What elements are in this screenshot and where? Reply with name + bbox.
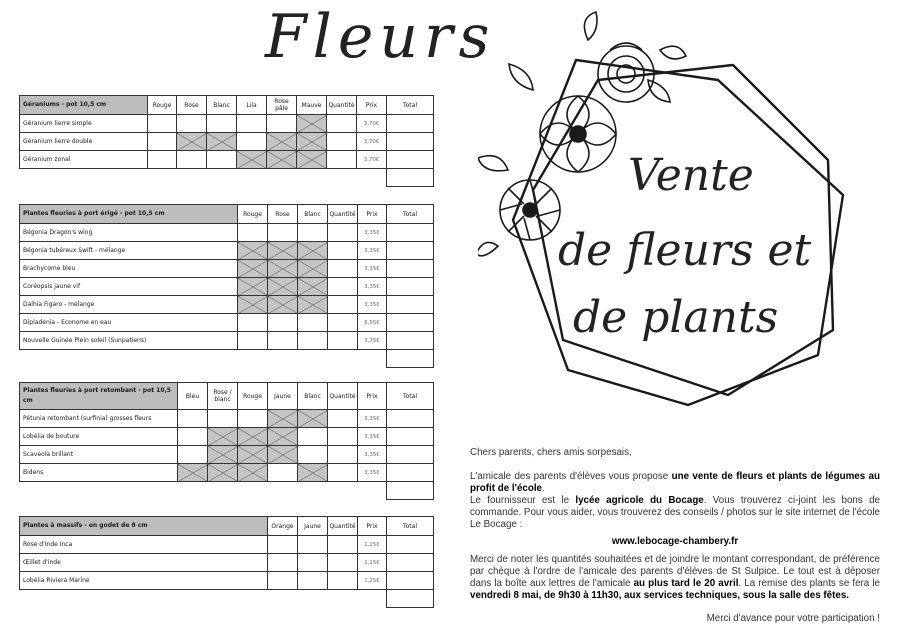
letter-thanks: Merci d'avance pour votre participation ! [706, 613, 880, 624]
column-header: Rose [268, 205, 298, 224]
unavailable-cell [268, 410, 298, 428]
quantity-cell[interactable] [238, 314, 268, 332]
total-cell[interactable] [387, 151, 434, 169]
script-title-line-2: de fleurs et [558, 225, 812, 276]
quantity-cell[interactable] [298, 446, 328, 464]
column-header: Rose [177, 96, 207, 115]
table-title: Plantes fleuries à port retombant - pot 10,5 cm [20, 383, 178, 410]
page-title: Fleurs [265, 2, 496, 72]
plant-name: Dipladenia - Econome en eau [20, 314, 238, 332]
quantity-cell[interactable] [178, 410, 208, 428]
plant-name: Dalhia Figaro - mélange [20, 296, 238, 314]
quantity-cell[interactable] [178, 446, 208, 464]
quantity-cell[interactable] [237, 133, 267, 151]
unavailable-cell [268, 428, 298, 446]
price-cell: 1,25€ [358, 554, 387, 572]
leaf-icon [584, 12, 597, 40]
column-header: Rose pâle [267, 96, 297, 115]
table-row [20, 572, 434, 590]
quantity-cell[interactable] [178, 428, 208, 446]
total-cell[interactable] [387, 428, 434, 446]
unavailable-cell [297, 133, 327, 151]
unavailable-cell [238, 296, 268, 314]
plant-name: Brachycome bleu [20, 260, 238, 278]
table-row [20, 278, 434, 296]
quantity-total-cell[interactable] [328, 314, 358, 332]
table-row [20, 446, 434, 464]
letter-paragraph-3: Merci de noter les quantités souhaitées et de joindre le montant correspondant, de préférence par chèque à l'ordre de l'amicale des parents d'élèves de St Sulpice. Le tout est à déposer dans la boîte aux lettres de l'amicale au plus tard le 20 avril. La remise des plants se fera le vendredi 8 mai, de 9h30 à 11h30, aux services techniques, sous la salle des fêtes. [470, 554, 880, 601]
plant-name: Bidens [20, 464, 178, 482]
table-row [20, 115, 434, 133]
column-header: Prix [358, 205, 387, 224]
column-header: Blanc [298, 383, 328, 410]
unavailable-cell [267, 133, 297, 151]
column-header: Orange [268, 517, 298, 536]
unavailable-cell [298, 464, 328, 482]
unavailable-cell [267, 151, 297, 169]
table-row [20, 332, 434, 350]
quantity-cell[interactable] [237, 115, 267, 133]
table-row [20, 260, 434, 278]
quantity-cell[interactable] [207, 115, 237, 133]
price-cell: 3,35€ [358, 296, 387, 314]
unavailable-cell [207, 133, 237, 151]
flower-cluster [478, 12, 686, 256]
price-cell: 1,25€ [358, 572, 387, 590]
column-header: Rouge [238, 205, 268, 224]
total-cell[interactable] [387, 133, 434, 151]
total-cell[interactable] [387, 446, 434, 464]
column-header: Prix [358, 517, 387, 536]
plant-name: Lobélia Riviera Marine [20, 572, 268, 590]
price-cell: 3,70€ [357, 133, 387, 151]
total-cell[interactable] [387, 572, 434, 590]
grand-total-cell[interactable] [387, 590, 434, 608]
quantity-cell[interactable] [238, 224, 268, 242]
unavailable-cell [298, 296, 328, 314]
plant-name: Géranium lierre double [20, 133, 148, 151]
quantity-total-cell[interactable] [328, 410, 358, 428]
price-cell: 3,35€ [358, 224, 387, 242]
upright-plants-order-table [19, 204, 434, 368]
quantity-cell[interactable] [267, 115, 297, 133]
unavailable-cell [208, 464, 238, 482]
letter-paragraph-1: L'amicale des parents d'élèves vous propose une vente de fleurs et plants de légumes au profit de l'école. [470, 471, 880, 494]
column-header: Rouge [238, 383, 268, 410]
column-header: Total [387, 517, 434, 536]
total-cell[interactable] [387, 410, 434, 428]
column-header: Prix [358, 383, 387, 410]
table-row [20, 428, 434, 446]
quantity-total-cell[interactable] [328, 224, 358, 242]
unavailable-cell [238, 446, 268, 464]
column-header: Blanc [207, 96, 237, 115]
table-row [20, 536, 434, 554]
quantity-cell[interactable] [207, 151, 237, 169]
quantity-cell[interactable] [298, 332, 328, 350]
plant-name: Géranium zonal [20, 151, 148, 169]
letter-paragraph-2: Le fournisseur est le lycée agricole du Bocage. Vous trouverez ci-joint les bons de commande. Pour vous aider, vous trouverez des conseils / photos sur le site internet de l'école Le Bocage : [470, 495, 880, 530]
quantity-cell[interactable] [298, 554, 328, 572]
quantity-cell[interactable] [238, 410, 268, 428]
table-title: Plantes à massifs - en godet de 8 cm [20, 517, 268, 536]
table-row [20, 314, 434, 332]
unavailable-cell [238, 464, 268, 482]
quantity-total-cell[interactable] [328, 428, 358, 446]
quantity-cell[interactable] [298, 428, 328, 446]
unavailable-cell [268, 278, 298, 296]
column-header: Quantité [328, 205, 358, 224]
quantity-cell[interactable] [298, 536, 328, 554]
price-cell: 3,35€ [358, 464, 387, 482]
quantity-total-cell[interactable] [328, 260, 358, 278]
total-cell[interactable] [387, 260, 434, 278]
school-website-link[interactable]: www.lebocage-chambery.fr [611, 536, 739, 547]
column-header: Total [387, 96, 434, 115]
unavailable-cell [298, 260, 328, 278]
total-cell[interactable] [387, 314, 434, 332]
quantity-cell[interactable] [268, 332, 298, 350]
unavailable-cell [238, 260, 268, 278]
quantity-cell[interactable] [298, 224, 328, 242]
column-header: Jaune [298, 517, 328, 536]
price-cell: 3,35€ [358, 410, 387, 428]
table-row [20, 224, 434, 242]
table-row [20, 554, 434, 572]
quantity-total-cell[interactable] [328, 296, 358, 314]
plant-name: Bégonia tubéreux Swift - mélange [20, 242, 238, 260]
column-header: Quantité [328, 383, 358, 410]
column-header: Rose / blanc [208, 383, 238, 410]
quantity-cell[interactable] [148, 133, 177, 151]
parents-letter [470, 447, 880, 625]
table-title: Géraniums - pot 10,5 cm [20, 96, 148, 115]
column-header: Jaune [268, 383, 298, 410]
plant-name: Scaveola brillant [20, 446, 178, 464]
quantity-cell[interactable] [148, 115, 177, 133]
geraniums-order-table [19, 95, 434, 187]
quantity-total-cell[interactable] [328, 332, 358, 350]
quantity-total-cell[interactable] [328, 464, 358, 482]
table-row [20, 242, 434, 260]
price-cell: 3,75€ [358, 332, 387, 350]
grand-total-cell[interactable] [387, 350, 434, 368]
total-cell[interactable] [387, 536, 434, 554]
unavailable-cell [297, 151, 327, 169]
total-cell[interactable] [387, 332, 434, 350]
total-cell[interactable] [387, 278, 434, 296]
script-title-line-3: de plants [573, 292, 779, 343]
quantity-cell[interactable] [268, 572, 298, 590]
price-cell: 3,35€ [358, 278, 387, 296]
unavailable-cell [298, 410, 328, 428]
grand-total-cell[interactable] [387, 482, 434, 500]
leaf-icon [509, 64, 533, 90]
quantity-total-cell[interactable] [328, 572, 358, 590]
unavailable-cell [208, 446, 238, 464]
quantity-total-cell[interactable] [327, 115, 357, 133]
quantity-cell[interactable] [268, 464, 298, 482]
price-cell: 3,35€ [358, 446, 387, 464]
plant-name: Bégonia Dragon's wing [20, 224, 238, 242]
trailing-plants-order-table [19, 382, 434, 500]
leaf-icon [648, 80, 670, 102]
table-row [20, 133, 434, 151]
plant-name: Pétunia retombant (surfinia) grosses fleurs [20, 410, 178, 428]
quantity-total-cell[interactable] [328, 278, 358, 296]
unavailable-cell [268, 260, 298, 278]
quantity-total-cell[interactable] [328, 446, 358, 464]
grand-total-cell[interactable] [387, 169, 434, 187]
price-cell: 3,70€ [357, 115, 387, 133]
column-header: Lila [237, 96, 267, 115]
price-cell: 3,35€ [358, 242, 387, 260]
column-header: Total [387, 205, 434, 224]
quantity-cell[interactable] [208, 410, 238, 428]
unavailable-cell [297, 115, 327, 133]
price-cell: 3,35€ [358, 260, 387, 278]
unavailable-cell [208, 428, 238, 446]
table-row [20, 296, 434, 314]
quantity-cell[interactable] [268, 554, 298, 572]
quantity-cell[interactable] [268, 224, 298, 242]
column-header: Quantité [327, 96, 357, 115]
total-cell[interactable] [387, 115, 434, 133]
unavailable-cell [268, 242, 298, 260]
quantity-cell[interactable] [238, 332, 268, 350]
table-row [20, 464, 434, 482]
plant-name: Coréopsis jaune vif [20, 278, 238, 296]
column-header: Bleu [178, 383, 208, 410]
unavailable-cell [177, 133, 207, 151]
bedding-plants-order-table [19, 516, 434, 608]
quantity-cell[interactable] [268, 536, 298, 554]
quantity-total-cell[interactable] [327, 133, 357, 151]
letter-greeting: Chers parents, chers amis sorpesais, [470, 447, 632, 458]
column-header: Prix [357, 96, 387, 115]
total-cell[interactable] [387, 554, 434, 572]
price-cell: 6,55€ [358, 314, 387, 332]
table-title: Plantes fleuries à port érigé - pot 10,5 cm [20, 205, 238, 224]
total-cell[interactable] [387, 464, 434, 482]
unavailable-cell [238, 428, 268, 446]
quantity-cell[interactable] [268, 314, 298, 332]
total-cell[interactable] [387, 242, 434, 260]
plant-name: Rose d'Inde Inca [20, 536, 268, 554]
column-header: Rouge [148, 96, 177, 115]
column-header: Mauve [297, 96, 327, 115]
script-title-line-1: Vente [628, 150, 754, 201]
unavailable-cell [178, 464, 208, 482]
total-cell[interactable] [387, 296, 434, 314]
price-cell: 3,35€ [358, 428, 387, 446]
table-row [20, 410, 434, 428]
quantity-total-cell[interactable] [328, 554, 358, 572]
unavailable-cell [298, 242, 328, 260]
unavailable-cell [268, 296, 298, 314]
plant-name: Œillet d'inde [20, 554, 268, 572]
price-cell: 3,70€ [357, 151, 387, 169]
quantity-cell[interactable] [148, 151, 177, 169]
column-header: Total [387, 383, 434, 410]
plant-name: Nouvelle Guinée Plein soleil (Sunpatiens) [20, 332, 238, 350]
leaf-icon [478, 242, 498, 255]
leaf-icon [478, 156, 508, 171]
column-header: Quantité [328, 517, 358, 536]
total-cell[interactable] [387, 224, 434, 242]
quantity-cell[interactable] [298, 314, 328, 332]
floral-frame-illustration [478, 10, 858, 410]
unavailable-cell [268, 446, 298, 464]
unavailable-cell [238, 242, 268, 260]
unavailable-cell [238, 278, 268, 296]
price-cell: 1,25€ [358, 536, 387, 554]
plant-name: Lobélia de bouture [20, 428, 178, 446]
quantity-total-cell[interactable] [328, 536, 358, 554]
quantity-cell[interactable] [177, 151, 207, 169]
unavailable-cell [237, 151, 267, 169]
quantity-total-cell[interactable] [328, 242, 358, 260]
quantity-total-cell[interactable] [327, 151, 357, 169]
quantity-cell[interactable] [177, 115, 207, 133]
leaf-icon [660, 46, 686, 59]
table-row [20, 151, 434, 169]
unavailable-cell [298, 278, 328, 296]
column-header: Blanc [298, 205, 328, 224]
quantity-cell[interactable] [298, 572, 328, 590]
plant-name: Géranium lierre simple [20, 115, 148, 133]
